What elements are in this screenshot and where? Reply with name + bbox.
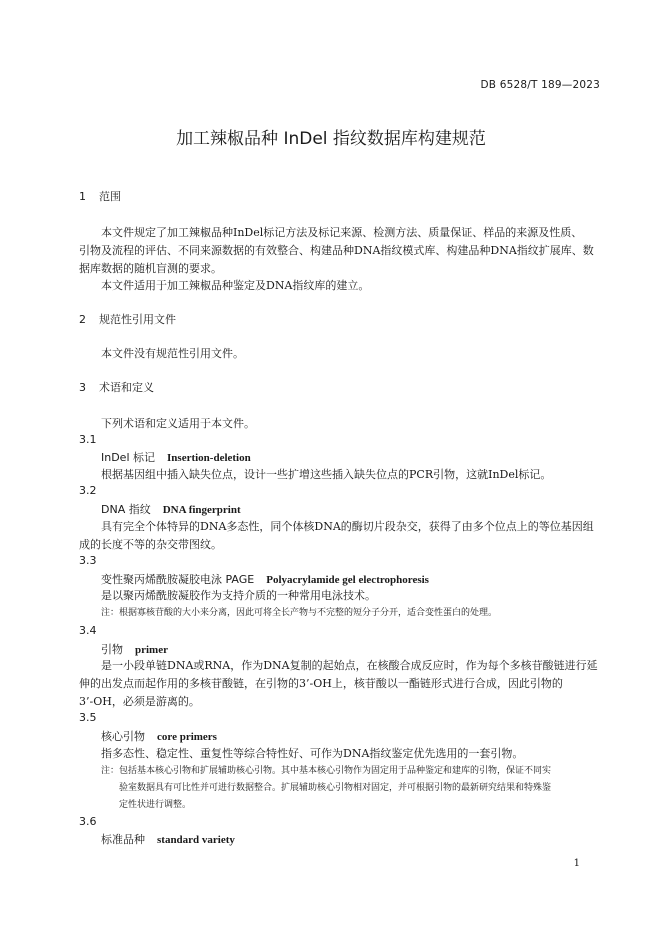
term-title (101, 831, 235, 847)
paragraph-line: 引物及流程的评估、不同来源数据的有效整合、构建品种DNA指纹模式库、构建品种DNA指纹扩展库、数 (79, 244, 594, 257)
term-title (101, 641, 168, 657)
term-title (101, 571, 429, 587)
definition-line: 指多态性、稳定性、重复性等综合特性好、可作为DNA指纹鉴定优先选用的一套引物。 (101, 747, 524, 760)
term-english: core primers (157, 731, 217, 743)
section-title: 规范性引用文件 (99, 313, 176, 326)
note-line: 根据寡核苷酸的大小来分离，因此可将全长产物与不完整的短分子分开，适合变性蛋白的处理。 (119, 608, 498, 618)
term-number: 3.4 (79, 624, 97, 637)
term-english: standard variety (157, 834, 235, 846)
term-english: DNA fingerprint (162, 504, 241, 516)
term-title (101, 449, 251, 465)
section-number: 2 (79, 313, 86, 326)
document-number: DB 6528/T 189—2023 (480, 79, 600, 91)
term-english: primer (135, 644, 168, 656)
section-heading-scope (79, 188, 121, 204)
note-line: 包括基本核心引物和扩展辅助核心引物。其中基本核心引物作为固定用于品种鉴定和建库的引物，保证不同实 (119, 766, 552, 776)
page-title: 加工辣椒品种 InDel 指纹数据库构建规范 (176, 129, 486, 149)
definition-line: 根据基因组中插入缺失位点，设计一些扩增这些插入缺失位点的PCR引物，这就InDel标记。 (101, 468, 552, 481)
definition-line: 是以聚丙烯酰胺凝胶作为支持介质的一种常用电泳技术。 (101, 589, 376, 602)
note-label: 注： (101, 608, 120, 618)
term-number: 3.5 (79, 711, 97, 724)
paragraph-line: 据库数据的随机盲测的要求。 (79, 262, 222, 275)
note (101, 763, 551, 776)
paragraph-line: 本文件没有规范性引用文件。 (101, 347, 244, 360)
section-number: 3 (79, 381, 86, 394)
note-line: 验室数据具有可比性并可进行数据整合。扩展辅助核心引物相对固定，并可根据引物的最新研究结果和特殊鉴 (119, 783, 552, 793)
paragraph-line: 下列术语和定义适用于本文件。 (101, 417, 255, 430)
term-chinese: InDel 标记 (101, 451, 156, 464)
term-english: Insertion-deletion (167, 452, 251, 464)
term-title (101, 501, 241, 517)
page-number: 1 (573, 858, 580, 869)
definition-line: 伸的出发点而起作用的多核苷酸链，在引物的3’-OH上，核苷酸以一酯链形式进行合成，因此引物的 (79, 677, 563, 690)
term-chinese: 引物 (101, 643, 123, 656)
term-chinese: 变性聚丙烯酰胺凝胶电泳 PAGE (101, 573, 255, 586)
definition-line: 3’-OH，必须是游离的。 (79, 695, 200, 708)
term-title (101, 728, 217, 744)
note (101, 605, 497, 618)
definition-line: 具有完全个体特异的DNA多态性，同个体核DNA的酶切片段杂交，获得了由多个位点上的等位基因组 (101, 520, 594, 533)
section-heading-normative-references (79, 311, 176, 327)
paragraph-line: 本文件适用于加工辣椒品种鉴定及DNA指纹库的建立。 (101, 279, 370, 292)
term-chinese: 核心引物 (101, 730, 145, 743)
term-chinese: DNA 指纹 (101, 503, 151, 516)
section-title: 术语和定义 (99, 381, 154, 394)
term-number: 3.6 (79, 815, 97, 828)
section-number: 1 (79, 190, 86, 203)
term-chinese: 标准品种 (101, 833, 145, 846)
section-title: 范围 (99, 190, 121, 203)
definition-line: 成的长度不等的杂交带图纹。 (79, 538, 222, 551)
term-number: 3.3 (79, 554, 97, 567)
term-number: 3.1 (79, 433, 97, 446)
term-number: 3.2 (79, 484, 97, 497)
paragraph-line: 本文件规定了加工辣椒品种InDel标记方法及标记来源、检测方法、质量保证、样品的来源及性质、 (101, 226, 583, 239)
section-heading-terms (79, 379, 154, 395)
definition-line: 是一小段单链DNA或RNA，作为DNA复制的起始点，在核酸合成反应时，作为每个多核苷酸链进行延 (101, 659, 598, 672)
note-line: 定性状进行调整。 (119, 800, 192, 810)
term-english: Polyacrylamide gel electrophoresis (266, 574, 429, 586)
note-label: 注： (101, 766, 120, 776)
